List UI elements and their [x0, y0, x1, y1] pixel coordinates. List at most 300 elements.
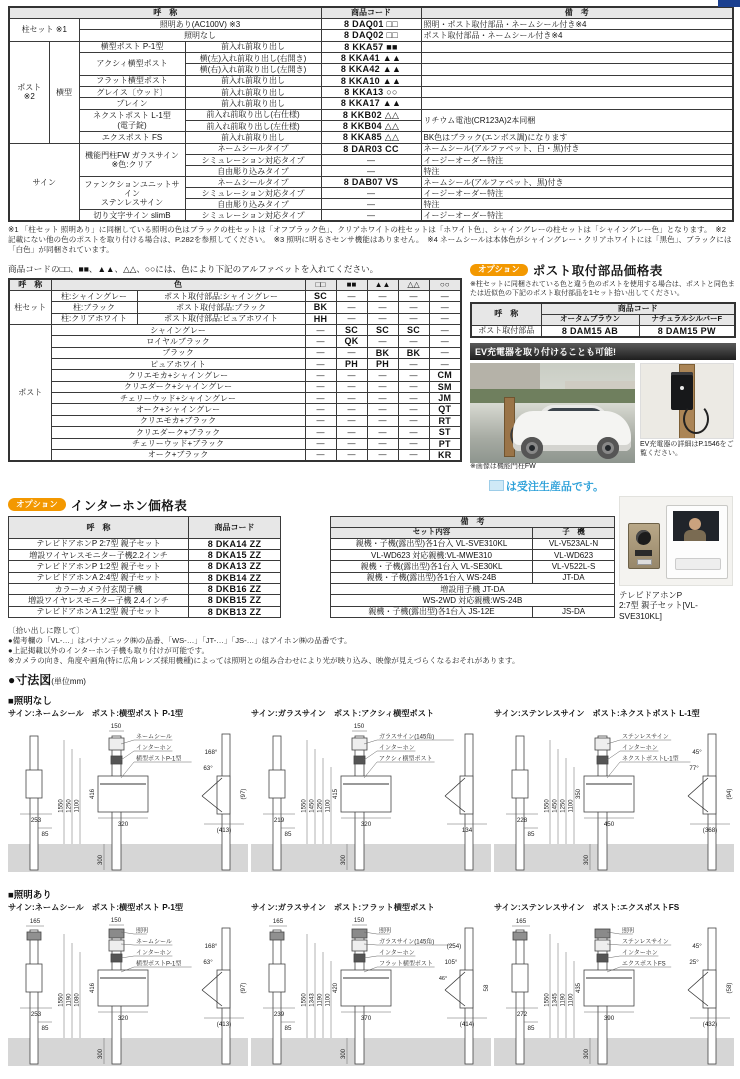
table-cell: ―	[429, 347, 461, 358]
table-cell: ―	[305, 393, 336, 404]
table-cell	[421, 53, 733, 64]
table-row	[9, 561, 615, 572]
pickup-notes	[8, 626, 732, 665]
table-cell: 前入れ前取り出し	[185, 75, 321, 86]
made-to-order-note	[8, 478, 604, 494]
hedge-shape	[470, 389, 635, 403]
dimension-diagram	[8, 720, 248, 878]
table-cell: ■■	[336, 279, 367, 291]
dimensions-section-header	[8, 671, 732, 689]
table-row	[9, 143, 733, 154]
table-cell: 8 DKB13 ZZ	[189, 606, 281, 617]
table-cell	[281, 538, 331, 549]
dimension-label: 63°	[203, 959, 213, 967]
table-row	[9, 359, 461, 370]
table-row	[9, 19, 733, 30]
color-code-table	[8, 278, 462, 462]
table-cell	[281, 549, 331, 560]
table-cell: オーク+シャイングレー	[51, 404, 305, 415]
table-cell: カラーカメラ付玄関子機	[9, 584, 189, 595]
table-cell: フラット横型ポスト	[79, 75, 185, 86]
table-cell: ―	[429, 313, 461, 324]
table-cell: ―	[321, 188, 421, 199]
dimension-label: (413)	[216, 1021, 232, 1029]
table-cell: チェリーウッド+ブラック	[51, 438, 305, 449]
dimension-diagram-block	[494, 902, 734, 1077]
dimension-label: 1550	[544, 799, 551, 814]
table-cell: QK	[336, 336, 367, 347]
table-row	[9, 30, 733, 41]
table-cell: シャイングレー	[51, 325, 305, 336]
dimension-diagram	[251, 720, 491, 878]
table-cell: 8 KKA57 ■■	[321, 41, 421, 52]
car-wheel-front	[521, 437, 543, 459]
charger-unit-shape	[671, 372, 693, 410]
table-cell: ―	[398, 291, 429, 302]
table-cell: ポスト取付部品:ブラック	[137, 302, 305, 313]
table-cell: ―	[305, 438, 336, 449]
table-cell: テレビドアホンA 2:4型 親子セット	[9, 572, 189, 583]
table-cell: 前入れ前取り出し(左仕様)	[185, 121, 321, 132]
table-cell: ―	[367, 370, 398, 381]
table-cell: ―	[367, 438, 398, 449]
table-cell: サイン	[9, 143, 79, 221]
table-cell: ―	[429, 302, 461, 313]
table-cell: ―	[398, 404, 429, 415]
table-cell: アクシィ横型ポスト	[79, 53, 185, 76]
dimension-label: 150	[353, 723, 365, 731]
table-cell: 横(左)入れ前取り出し(右開き)	[185, 53, 321, 64]
table-cell: 備 考	[421, 7, 733, 19]
dimension-label: インターホン	[379, 950, 415, 957]
dimension-label: 370	[360, 1015, 372, 1023]
table-cell: クリエダーク+ブラック	[51, 427, 305, 438]
dimension-label: 416	[90, 789, 96, 800]
dimension-diagram	[251, 914, 491, 1072]
table-cell: 増設ワイヤレスモニター子機2.2インチ	[9, 549, 189, 560]
table-cell: テレビドアホンP 2:7型 親子セット	[9, 538, 189, 549]
table-cell: グレイス〔ウッド〕	[79, 87, 185, 98]
pickup-note-1: ●備考欄の「VL-…」はパナソニック㈱の品番、「WS-…」「JT-…」「JS-…」はアイホン㈱の品番です。	[8, 635, 352, 645]
dimension-label: 228	[516, 817, 528, 825]
visitor-body-shape	[684, 530, 706, 541]
table-cell	[281, 516, 331, 538]
dimension-label: 253	[30, 1011, 42, 1019]
dimension-diagram	[494, 914, 734, 1072]
table-cell: 機能門柱FW ガラスサイン ※色:クリア	[79, 143, 185, 176]
monitor-buttons-shape	[675, 558, 721, 570]
table-cell: ポスト取付部品	[471, 325, 541, 337]
table-cell: JM	[429, 393, 461, 404]
table-cell: 柱:クリアホワイト	[51, 313, 137, 324]
table-cell: 柱:シャイングレー	[51, 291, 137, 302]
table-cell: イージーオーダー特注	[421, 210, 733, 222]
table-row	[9, 132, 733, 143]
table-row	[9, 438, 461, 449]
table-cell: 8 DAQ01 □□	[321, 19, 421, 30]
table-cell: ―	[336, 438, 367, 449]
table-cell: 前入れ前取り出し	[185, 41, 321, 52]
table-cell: ファンクションユニットサイン ステンレスサイン	[79, 177, 185, 210]
table-cell: BK	[398, 347, 429, 358]
table-row	[471, 325, 735, 337]
dimension-label: エクスポストFS	[622, 961, 666, 968]
table-cell: 切り文字サイン slimB	[79, 210, 185, 222]
table-cell: ネームシールタイプ	[185, 177, 321, 188]
table-cell: ―	[398, 370, 429, 381]
camera-lens-shape	[636, 530, 651, 545]
dimension-label: 1100	[325, 993, 332, 1007]
dimension-label: 77°	[689, 765, 699, 773]
table-cell: 8 KKA10 ▲▲	[321, 75, 421, 86]
dimension-label: 105°	[444, 959, 458, 967]
table-cell: ―	[305, 325, 336, 336]
table-row	[9, 347, 461, 358]
intercom-caption-line1: テレビドアホンP	[619, 589, 683, 600]
table-cell: 照明・ポスト取付部品・ネームシール付き※4	[421, 19, 733, 30]
dimension-label: 420	[333, 983, 339, 994]
table-cell: ―	[367, 449, 398, 461]
table-cell: ―	[321, 166, 421, 177]
table-row	[9, 41, 733, 52]
product-code-table	[8, 6, 734, 222]
table-cell: PT	[429, 438, 461, 449]
table-cell: SC	[398, 325, 429, 336]
table-row	[9, 313, 461, 324]
table-cell: ―	[398, 313, 429, 324]
table-cell: 親機・子機(露出型)各1台入 JS-12E	[331, 606, 533, 617]
table-cell: 特注	[421, 199, 733, 210]
table-cell: ナチュラルシルバーF	[639, 314, 735, 325]
table-cell	[281, 572, 331, 583]
dimension-label: 450	[603, 821, 615, 829]
table-cell: ―	[321, 210, 421, 222]
table-row	[9, 572, 615, 583]
dimension-diagram-block	[251, 708, 491, 883]
table-cell: ―	[305, 370, 336, 381]
table-cell: 商品コード	[189, 516, 281, 538]
diagram-sign-label: サイン:ネームシール	[8, 903, 84, 913]
dimension-label: (58)	[726, 982, 733, 994]
table-cell: 増設用子機 JT-DA	[331, 584, 615, 595]
table-header-row	[471, 303, 735, 315]
table-header-row	[9, 7, 733, 19]
table-cell: 色	[51, 279, 305, 291]
table-cell	[421, 87, 733, 98]
dimension-diagram-block	[8, 902, 248, 1077]
table-cell: PH	[336, 359, 367, 370]
table-cell: ―	[367, 302, 398, 313]
table-cell: 柱:ブラック	[51, 302, 137, 313]
table-cell: ―	[305, 381, 336, 392]
table-cell: 特注	[421, 166, 733, 177]
dimension-label: 45°	[692, 943, 702, 951]
dimension-label: 134	[461, 827, 473, 835]
table-cell: △△	[398, 279, 429, 291]
dimension-label: フラット横型ポスト	[379, 961, 433, 968]
table-cell: ST	[429, 427, 461, 438]
table-cell: 8 KKA41 ▲▲	[321, 53, 421, 64]
dimension-label: (414)	[459, 1021, 475, 1029]
table-cell: ―	[305, 427, 336, 438]
dimension-label: 168°	[204, 749, 218, 757]
table-cell: 子 機	[533, 527, 615, 538]
dimension-label: 435	[576, 983, 582, 994]
page-corner-mark	[718, 0, 740, 7]
table-cell: 8 DKB15 ZZ	[189, 595, 281, 606]
table-cell: ―	[336, 347, 367, 358]
table-cell: セット内容	[331, 527, 533, 538]
table-cell: 8 DKA13 ZZ	[189, 561, 281, 572]
dimension-diagram	[494, 720, 734, 878]
dimension-label: (368)	[702, 827, 718, 835]
table-cell: ―	[336, 427, 367, 438]
diagram-title	[494, 902, 734, 913]
dimension-label: (413)	[216, 827, 232, 835]
table-cell: ―	[336, 313, 367, 324]
dimension-label: 165	[515, 918, 527, 926]
dimension-label: 85	[284, 1025, 292, 1033]
table-cell: 前入れ前取り出し	[185, 132, 321, 143]
table-cell	[281, 584, 331, 595]
ev-charger-photo	[640, 363, 734, 439]
dimension-label: 1345	[552, 993, 559, 1008]
dimension-label: 照明	[379, 928, 392, 935]
dimension-label: 150	[110, 917, 122, 925]
dimension-label: 照明	[136, 928, 149, 935]
door-station-shape	[628, 523, 660, 569]
table-cell: リチウム電池(CR123A)2本同梱	[421, 109, 733, 132]
dimension-label: 25°	[689, 959, 699, 967]
dimension-diagram	[8, 914, 248, 1072]
intercom-title: インターホン価格表	[70, 498, 188, 513]
table-cell: 柱セット	[9, 291, 51, 325]
visitor-face-shape	[689, 518, 701, 530]
table-cell: 8 DKA15 ZZ	[189, 549, 281, 560]
table-cell: 自由彫り込みタイプ	[185, 199, 321, 210]
table-cell: 横型	[49, 41, 79, 143]
table-cell: ネームシール(アルファベット、白・黒)付き	[421, 143, 733, 154]
table-cell: 呼 称	[9, 279, 51, 291]
table-cell: ―	[398, 415, 429, 426]
option-badge-intercom: オプション	[8, 498, 66, 510]
attach-parts-table	[470, 302, 736, 338]
table-cell: VL-WD623	[533, 549, 615, 560]
group-label-no-light: ■照明なし	[8, 696, 52, 708]
pickup-note-0: 〔拾い出しに際して〕	[8, 625, 84, 635]
table-cell: ネクストポスト L-1型 (電子錠)	[79, 109, 185, 132]
table-cell: ―	[321, 155, 421, 166]
dimension-label: 300	[341, 1049, 347, 1060]
dimension-label: 1550	[544, 993, 551, 1008]
diagram-post-label: ポスト:ネクストポスト L-1型	[592, 709, 700, 719]
table-cell	[281, 595, 331, 606]
table-cell: 親機・子機(露出型)各1台入 WS-24B	[331, 572, 533, 583]
table-row	[9, 325, 461, 336]
diagram-sign-label: サイン:ガラスサイン	[251, 903, 326, 913]
table-cell: ―	[305, 404, 336, 415]
table-row	[9, 584, 615, 595]
dimension-label: 1080	[74, 993, 81, 1008]
table-cell: 8 DKA14 ZZ	[189, 538, 281, 549]
table-row	[9, 427, 461, 438]
dimension-label: 253	[30, 817, 42, 825]
color-code-note: 商品コードの□□、■■、▲▲、△△、○○には、色により下記のアルファベットを入れてください。	[8, 264, 379, 275]
table-cell: 前入れ前取り出し(右仕様)	[185, 109, 321, 120]
table-cell: QT	[429, 404, 461, 415]
dimension-label: 1100	[74, 799, 81, 813]
table-cell: 商品コード	[541, 303, 735, 315]
table-row	[9, 109, 733, 120]
car-wheel-rear	[597, 437, 619, 459]
table-cell: 8 DKB16 ZZ	[189, 584, 281, 595]
dimension-label: 1450	[309, 799, 316, 814]
dimension-label: 1450	[552, 799, 559, 814]
table-cell: イージーオーダー特注	[421, 155, 733, 166]
table-cell: ―	[336, 291, 367, 302]
table-cell: 8 KKB04 △△	[321, 121, 421, 132]
table-cell: 自由彫り込みタイプ	[185, 166, 321, 177]
dimension-label: (432)	[702, 1021, 718, 1029]
table-cell: ―	[367, 415, 398, 426]
dimension-label: 219	[273, 817, 285, 825]
table-cell: ―	[305, 449, 336, 461]
table-row	[9, 291, 461, 302]
dimensions-title: ●寸法図	[8, 673, 52, 688]
table-cell: VL-V523AL-N	[533, 538, 615, 549]
dimension-label: インターホン	[379, 745, 415, 752]
diagram-title	[8, 708, 248, 719]
diagram-title	[251, 708, 491, 719]
table-cell: ―	[429, 325, 461, 336]
dimension-label: アクシィ横型ポスト	[379, 756, 433, 763]
dimension-label: ガラスサイン(145角)	[379, 939, 435, 946]
table-cell: ―	[305, 347, 336, 358]
table-cell: イージーオーダー特注	[421, 188, 733, 199]
dimension-diagram-block	[494, 708, 734, 883]
dimension-label: 横型ポストP-1型	[136, 756, 182, 763]
dimension-label: 320	[117, 821, 129, 829]
dimension-label: ステンレスサイン	[622, 939, 669, 946]
table-cell: ―	[398, 302, 429, 313]
dimension-label: 1250	[317, 799, 324, 814]
diagram-post-label: ポスト:エクスポストFS	[592, 903, 680, 913]
dimension-label: 85	[284, 831, 292, 839]
dimension-label: 58	[483, 984, 490, 992]
table-cell: CM	[429, 370, 461, 381]
table-cell: ネームシール(アルファベット、黒)付き	[421, 177, 733, 188]
table-cell: □□	[305, 279, 336, 291]
table-cell: 横(右)入れ前取り出し(左開き)	[185, 64, 321, 75]
table-cell: VL-V522L-S	[533, 561, 615, 572]
dimension-label: ネームシール	[136, 939, 172, 946]
table-cell: ―	[367, 313, 398, 324]
table-row	[9, 53, 733, 64]
table-cell: 備 考	[331, 516, 615, 527]
diagram-title	[251, 902, 491, 913]
table-cell: ○○	[429, 279, 461, 291]
table-cell: ポスト ※2	[9, 41, 49, 143]
dimension-label: (97)	[240, 788, 247, 800]
table-cell: ―	[398, 381, 429, 392]
table-cell: ―	[336, 302, 367, 313]
table-cell: 照明なし	[79, 30, 321, 41]
table-cell: SC	[336, 325, 367, 336]
table-cell: ブラック	[51, 347, 305, 358]
dimension-label: 63°	[203, 765, 213, 773]
call-button-shape	[637, 559, 652, 565]
table-cell: ―	[429, 291, 461, 302]
dimension-label: 横型ポストP-1型	[136, 961, 182, 968]
table-header-row	[9, 279, 461, 291]
dimension-label: 1250	[560, 799, 567, 814]
table-row	[9, 404, 461, 415]
table-cell: 前入れ前取り出し	[185, 87, 321, 98]
ev-detail-note: EV充電器の詳細はP.1546をご覧ください。	[640, 440, 734, 457]
table-cell: クリエダーク+シャイングレー	[51, 381, 305, 392]
table-cell: ▲▲	[367, 279, 398, 291]
main-table-footnote: ※1 「柱セット 照明あり」に同梱している照明の色はブラックの柱セットは「オフブラック色」、クリアホワイトの柱セットは「ホワイト色」、シャイングレーの柱セットは「シャイングレー色」となります。 ※2 記載にない他の色のポストを取り付ける場合は、P.282を参照してください。 ※3 照明に明るさセンサ機能はありません。 ※4 ネームシールは本体色がシャイングレー・クリアホワイトには「黒色」、ブラックには「白色」が同梱されています。	[8, 225, 732, 255]
dimension-label: 150	[110, 723, 122, 731]
ev-banner: EV充電器を取り付けることも可能!	[470, 343, 736, 360]
table-cell: オーク+ブラック	[51, 449, 305, 461]
diagram-post-label: ポスト:フラット横型ポスト	[333, 903, 435, 913]
dimension-label: 415	[333, 789, 339, 800]
dimension-label: 165	[272, 918, 284, 926]
dimension-label: 272	[516, 1011, 528, 1019]
table-cell: ―	[367, 393, 398, 404]
table-cell: クリエモカ+ブラック	[51, 415, 305, 426]
table-cell: 8 DAB07 VS	[321, 177, 421, 188]
table-cell: 8 DKB14 ZZ	[189, 572, 281, 583]
table-cell: ―	[336, 370, 367, 381]
dimension-label: 46°	[438, 976, 448, 983]
table-cell: ポスト取付部品:シャイングレー	[137, 291, 305, 302]
dimension-label: 165	[29, 918, 41, 926]
table-cell	[421, 98, 733, 109]
dimension-label: 300	[98, 855, 104, 866]
table-cell: ロイヤルブラック	[51, 336, 305, 347]
dimension-label: 300	[98, 1049, 104, 1060]
table-cell: 柱セット ※1	[9, 19, 79, 42]
ev-photo	[470, 363, 635, 463]
table-cell: シミュレーション対応タイプ	[185, 210, 321, 222]
table-cell: VL-WD623 対応親機:VL-MWE310	[331, 549, 533, 560]
table-cell: ポスト取付部品・ネームシール付き※4	[421, 30, 733, 41]
table-cell	[281, 561, 331, 572]
table-cell: ―	[367, 404, 398, 415]
table-cell: ―	[398, 449, 429, 461]
table-cell: BK	[305, 302, 336, 313]
table-row	[9, 449, 461, 461]
table-row	[9, 336, 461, 347]
table-cell: ―	[336, 449, 367, 461]
dimension-label: (254)	[446, 943, 462, 951]
dimension-diagram-block	[8, 708, 248, 883]
table-cell: ピュアホワイト	[51, 359, 305, 370]
intercom-product	[619, 496, 733, 622]
diagram-post-label: ポスト:横型ポスト P-1型	[91, 903, 184, 913]
diagram-sign-label: サイン:ステンレスサイン	[494, 903, 585, 913]
diagram-post-label: ポスト:アクシィ横型ポスト	[333, 709, 435, 719]
table-row	[9, 177, 733, 188]
table-cell: 呼 称	[9, 516, 189, 538]
dimension-label: 1190	[66, 993, 73, 1007]
dimension-label: 168°	[204, 943, 218, 951]
dimension-diagram-block	[251, 902, 491, 1077]
intercom-product-photo	[619, 496, 733, 586]
dimension-label: 320	[360, 821, 372, 829]
